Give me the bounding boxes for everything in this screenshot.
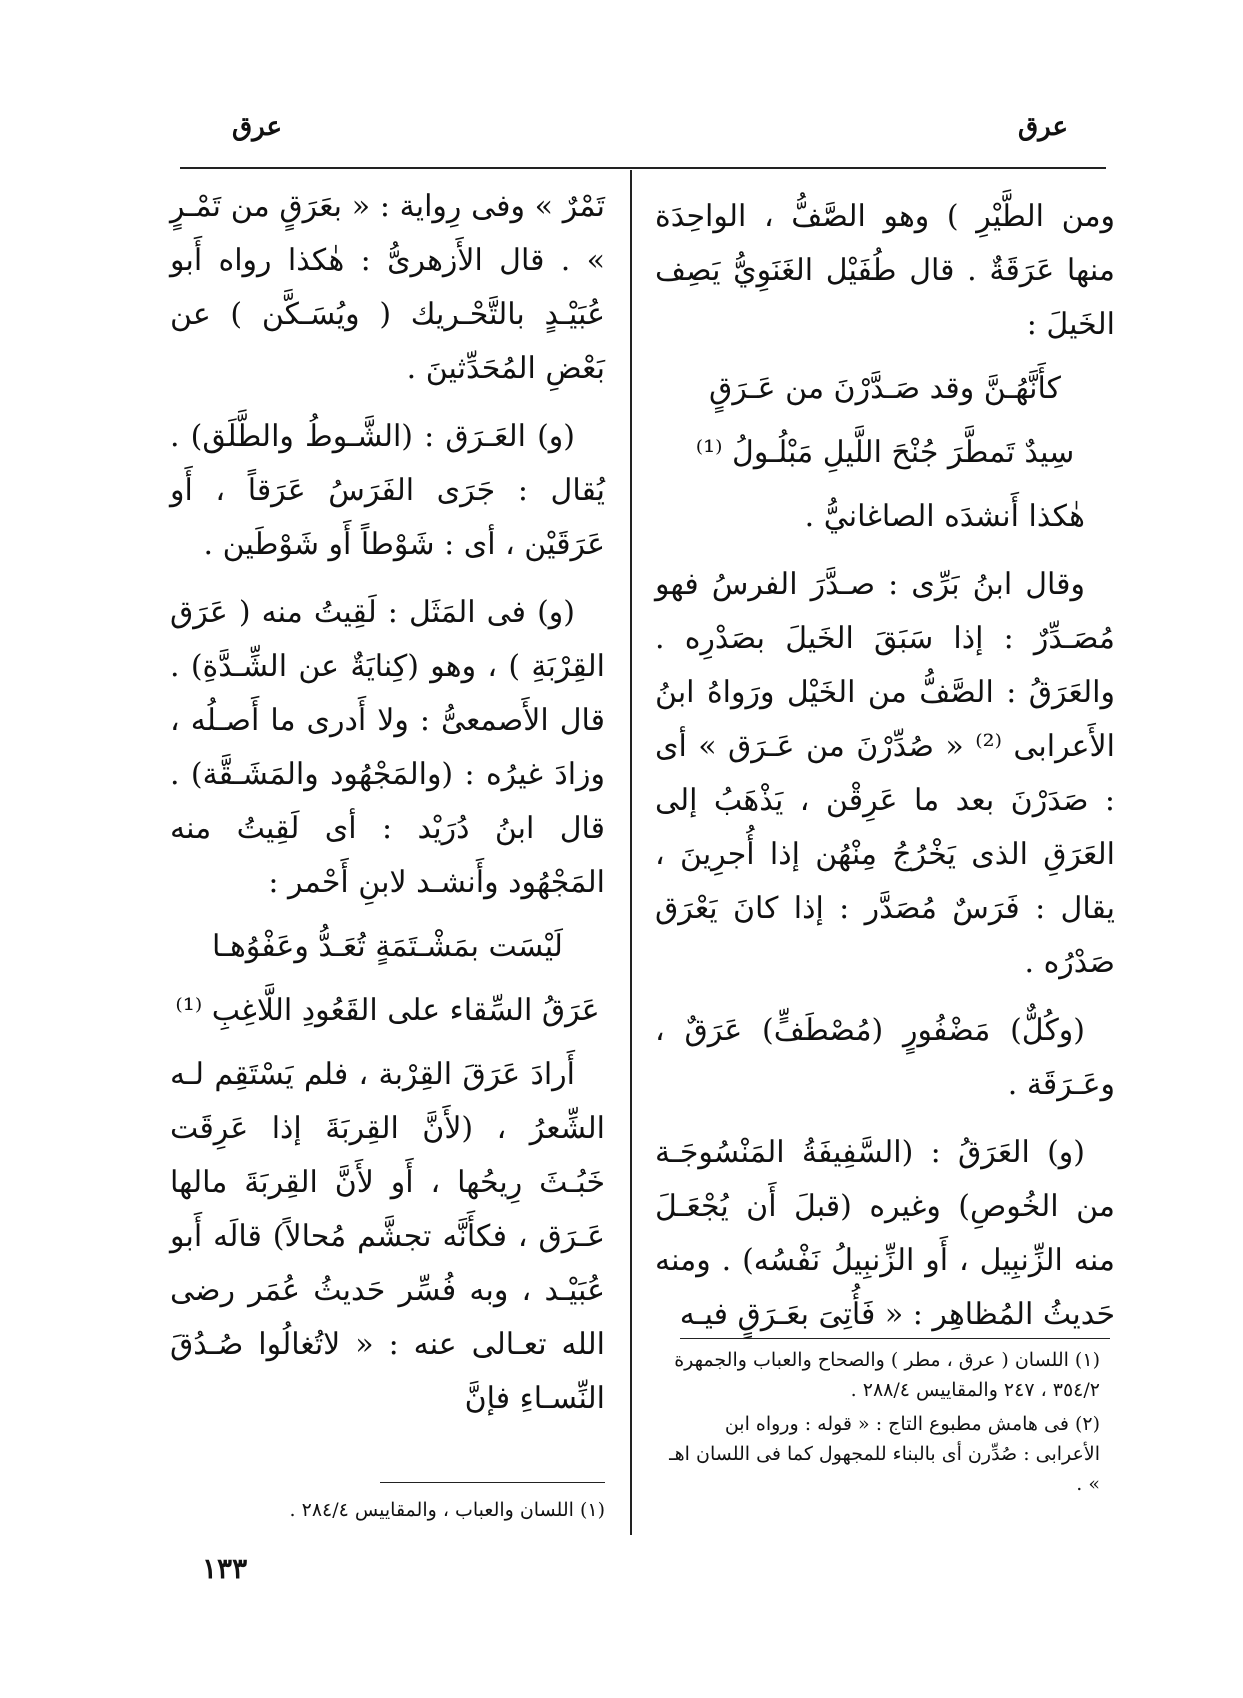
right-paragraph-2: هٰكذا أَنشدَه الصاغانيُّ . [804, 499, 1085, 534]
right-verse-line-1: كأَنَّهُـنَّ وقد صَـدَّرْنَ من عَـرَقٍ [709, 371, 1061, 406]
right-paragraph-5: (و) العَرَقُ : (السَّفِيفَةُ المَنْسُوجَـة من الخُوصِ) وغيره (قبلَ أَن يُجْعَـلَ منه الزِّنبِيل ، أَو الزِّنبِيلُ نَفْسُه) . ومنه حَديثُ المُظاهِر : « فَأُتِىَ بعَـرَقٍ فيـه [655, 1135, 1115, 1332]
left-column [170, 180, 605, 1426]
left-paragraph-3: (و) فى المَثَل : لَقِيتُ منه ( عَرَق القِرْبَةِ ) ، وهو (كِنايَةٌ عن الشِّـدَّةِ) . قال الأَصمعىُّ : ولا أَدرى ما أَصـلُه ، وزادَ غيرُه : (والمَجْهُود والمَشَـقَّة) . قال ابنُ دُرَيْد : أى لَقِيتُ منه المَجْهُود وأَنشـد لابنِ أَحْمر : [170, 595, 605, 900]
left-footnote-rule [380, 1482, 605, 1483]
right-paragraph-3: وقال ابنُ بَرِّى : صـدَّرَ الفرسُ فهو مُصَـدِّرٌ : إذا سَبَقَ الخَيلَ بصَدْرِه . والعَرَقُ : الصَّفُّ من الخَيْل ورَواهُ ابنُ الأَعرابى ⁽²⁾ « صُدِّرْنَ من عَـرَق » أى : صَدَرْنَ بعد ما عَرِقْن ، يَذْهَبُ إلى العَرَقِ الذى يَخْرُجُ مِنْهُن إذا أُجرِينَ ، يقال : فَرَسٌ مُصَدَّر : إذا كانَ يَعْرَق صَدْرُه . [655, 567, 1115, 980]
column-divider [630, 170, 632, 1535]
right-footnote-1: (١) اللسان ( عرق ، مطر ) والصحاح والعباب والجمهرة ٣٥٤/٢ ، ٢٤٧ والمقاييس ٢٨٨/٤ . [674, 1349, 1100, 1401]
right-verse-line-2: سِيدٌ تَمطَّرَ جُنْحَ اللَّيلِ مَبْلُـولُ ⁽¹⁾ [695, 435, 1075, 470]
right-footnote-rule [680, 1338, 1110, 1339]
left-verse-line-2: عَرَقُ السِّقاء على القَعُودِ اللَّاغِبِ ⁽¹⁾ [175, 993, 600, 1028]
running-head-left: عرق [232, 112, 283, 142]
running-head-right: عرق [1018, 112, 1069, 142]
left-paragraph-4: أَرادَ عَرَقَ القِرْبة ، فلم يَسْتَقِم لـه الشِّعرُ ، (لأَنَّ القِربَةَ إذا عَرِقَت خَبُـثَ رِيحُها ، أَو لأَنَّ القِربَةَ مالها عَـرَق ، فكأَنَّه تجشَّم مُحالاً) قالَه أَبو عُبَيْـد ، وبه فُسِّر حَديثُ عُمَر رضى الله تعـالى عنه : « لاتُغالُوا صُـدُقَ النِّسـاءِ فإنَّ [170, 1057, 605, 1416]
right-paragraph-4: (وكُلٌّ) مَضْفُورٍ (مُصْطَفٍّ) عَرَقٌ ، وعَـرَقَة . [655, 1013, 1115, 1102]
right-column [655, 190, 1115, 1342]
right-footnote-2: (٢) فى هامش مطبوع التاج : « قوله : ورواه ابن الأعرابى : صُدِّرن أى بالبناء للمجهول كما فى اللسان اهـ » . [669, 1413, 1100, 1495]
left-paragraph-1: تَمْرٌ » وفى رِواية : « بعَرَقٍ من تَمْـرٍ » . قال الأَزهرىُّ : هٰكذا رواه أَبو عُبَيْـدٍ بالتَّحْـريك ( ويُسَـكَّن ) عن بَعْضِ المُحَدِّثينَ . [170, 189, 605, 386]
right-paragraph-1: ومن الطَّيْرِ ) وهو الصَّفُّ ، الواحِدَة منها عَرَقَةٌ . قال طُفَيْل الغَنَوِيُّ يَصِف الخَيلَ : [655, 199, 1115, 342]
page-number: ١٣٣ [202, 1552, 248, 1585]
left-paragraph-2: (و) العَـرَق : (الشَّـوطُ والطَّلَق) . يُقال : جَرَى الفَرَسُ عَرَقاً ، أَو عَرَقَيْن ، أى : شَوْطاً أَو شَوْطَين . [170, 419, 605, 562]
right-footnotes [660, 1345, 1100, 1503]
left-footnote-1: (١) اللسان والعباب ، والمقاييس ٢٨٤/٤ . [289, 1499, 605, 1521]
header-rule [180, 167, 1106, 169]
left-verse-line-1: لَيْسَت بمَشْـتَمَةٍ تُعَـدُّ وعَفْوُهـا [212, 929, 563, 964]
left-footnotes [240, 1495, 605, 1529]
